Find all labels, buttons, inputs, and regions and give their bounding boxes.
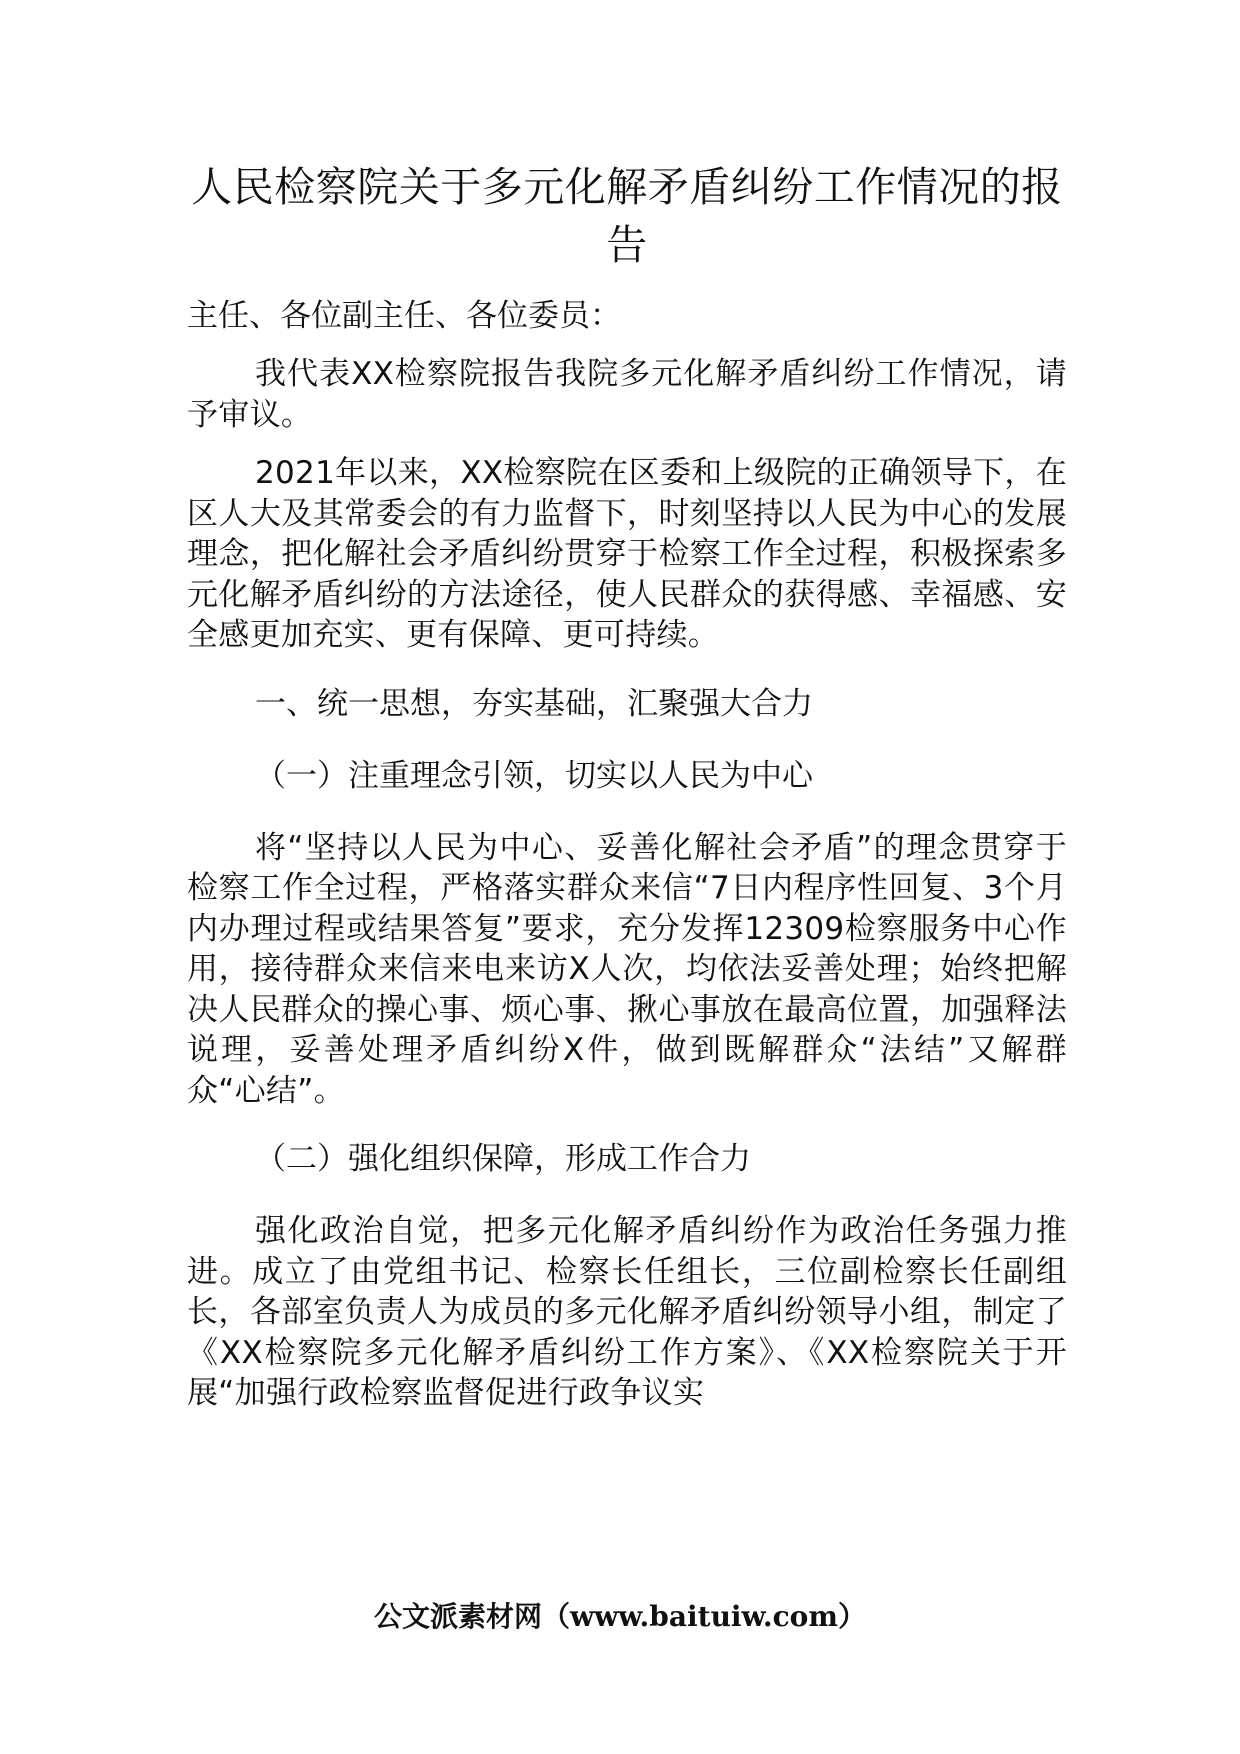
section-heading: 一、统一思想，夯实基础，汇聚强大合力 <box>255 685 813 722</box>
footer-watermark: 公文派素材网（www.baituiw.com） <box>374 1600 866 1633</box>
document-body <box>187 158 1067 1414</box>
greeting: 主任、各位副主任、各位委员： <box>187 298 621 334</box>
paragraph-overview: 2021年以来，XX检察院在区委和上级院的正确领导下，在区人大及其常委会的有力监督下，时刻坚持以人民为中心的发展理念，把化解社会矛盾纠纷贯穿于检察工作全过程，积极探索多元化解矛盾纠纷的方法途径，使人民群众的获得感、幸福感、安全感更加充实、更有保障、更可持续。 <box>187 455 1067 653</box>
document-title: 人民检察院关于多元化解矛盾纠纷工作情况的报告 <box>191 163 1063 269</box>
paragraph-intro: 我代表XX检察院报告我院多元化解矛盾纠纷工作情况，请予审议。 <box>187 356 1067 433</box>
subsection-body-2: 强化政治自觉，把多元化解矛盾纠纷作为政治任务强力推进。成立了由党组书记、检察长任组长，三位副检察长任副组长，各部室负责人为成员的多元化解矛盾纠纷领导小组，制定了《XX检察院多元化解矛盾纠纷工作方案》、《XX检察院关于开展“加强行政检察监督促进行政争议实 <box>187 1213 1067 1411</box>
subsection-heading-2: （二）强化组织保障，形成工作合力 <box>255 1141 751 1177</box>
subsection-body-1: 将“坚持以人民为中心、妥善化解社会矛盾”的理念贯穿于检察工作全过程，严格落实群众来信“7日内程序性回复、3个月内办理过程或结果答复”要求，充分发挥12309检察服务中心作用，接待群众来信来电来访X人次，均依法妥善处理；始终把解决人民群众的操心事、烦心事、揪心事放在最高位置，加强释法说理，妥善处理矛盾纠纷X件，做到既解群众“法结”又解群众“心结”。 <box>187 829 1067 1109</box>
subsection-heading-1: （一）注重理念引领，切实以人民为中心 <box>255 757 813 794</box>
